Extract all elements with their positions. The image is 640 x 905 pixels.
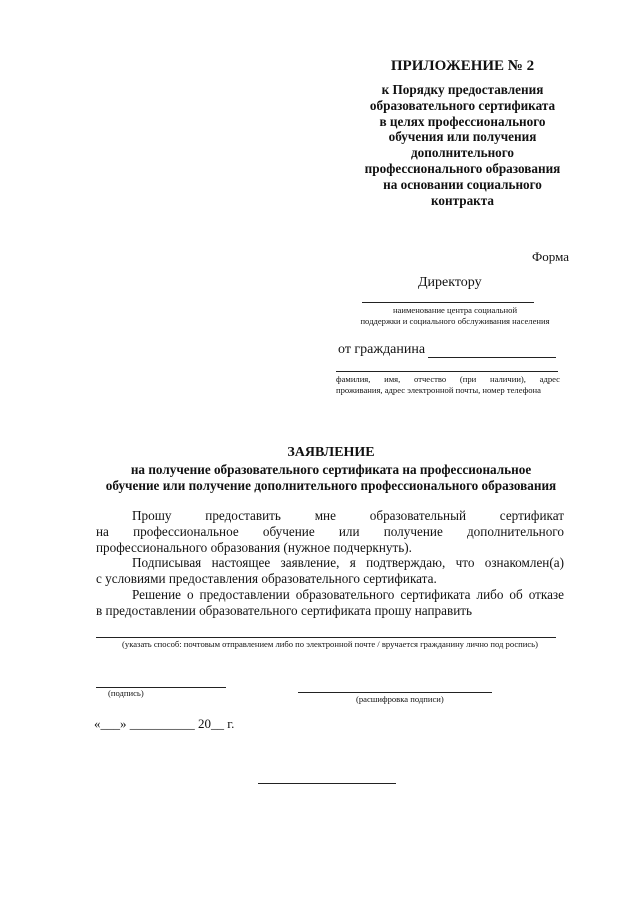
annex-reference (330, 82, 595, 208)
annex-line: дополнительного (410, 145, 515, 161)
annex-line: контракта (430, 192, 494, 208)
annex-line: на основании социального (383, 176, 542, 192)
para2-line-1: Подписывая настоящее заявление, я подтверждаю, что ознакомлен(а) (132, 555, 564, 571)
para1-line-1: Прошу предоставить мне образовательный сертификат (132, 508, 564, 523)
from-citizen-label: от гражданина (338, 342, 426, 357)
date-field: «___» __________ 20__ г. (94, 716, 235, 731)
footer-separator (258, 783, 396, 784)
annex-title: ПРИЛОЖЕНИЕ № 2 (390, 58, 535, 74)
para1-line-2: на профессиональное обучение или получение дополнительного (96, 523, 564, 539)
center-name-note (340, 305, 570, 327)
statement-body (96, 508, 564, 619)
form-label: Форма (532, 249, 569, 264)
annex-line: в целях профессионального (379, 113, 546, 129)
statement-subtitle-line-2: обучение или получение дополнительного профессионального образования (105, 477, 557, 493)
citizen-details-note-2: проживания, адрес электронной почты, номер телефона (336, 385, 541, 395)
center-note-line-1: наименование центра социальной (392, 305, 518, 315)
signature-decode-label: (расшифровка подписи) (356, 694, 444, 704)
annex-line: профессионального образования (364, 160, 561, 176)
citizen-details-line (336, 371, 558, 372)
citizen-name-line (428, 357, 556, 358)
signature-decode-line (298, 692, 492, 693)
statement-subtitle (100, 462, 562, 493)
para3-line-2: в предоставлении образовательного сертификата прошу направить (96, 602, 473, 618)
delivery-method-line (96, 637, 556, 638)
para2-line-2: с условиями предоставления образовательного сертификата. (96, 571, 437, 587)
center-note-line-2: поддержки и социального обслуживания населения (360, 316, 550, 326)
statement-subtitle-line-1: на получение образовательного сертификата на профессиональное (130, 462, 532, 477)
statement-title: ЗАЯВЛЕНИЕ (287, 445, 375, 460)
citizen-details-note-1: фамилия, имя, отчество (при наличии), адрес (336, 374, 560, 384)
signature-label: (подпись) (108, 688, 144, 698)
addressee-director: Директору (418, 275, 482, 290)
annex-line: к Порядку предоставления (381, 82, 544, 97)
delivery-method-note: (указать способ: почтовым отправлением либо по электронной почте / вручается гражданину лично под роспись) (122, 639, 538, 649)
annex-line: образовательного сертификата (369, 97, 556, 113)
para3-line-1: Решение о предоставлении образовательного сертификата либо об отказе (132, 586, 564, 602)
annex-line: обучения или получения (388, 129, 537, 145)
para1-line-3: профессионального образования (нужное подчеркнуть). (96, 539, 412, 555)
center-name-line (362, 302, 534, 303)
